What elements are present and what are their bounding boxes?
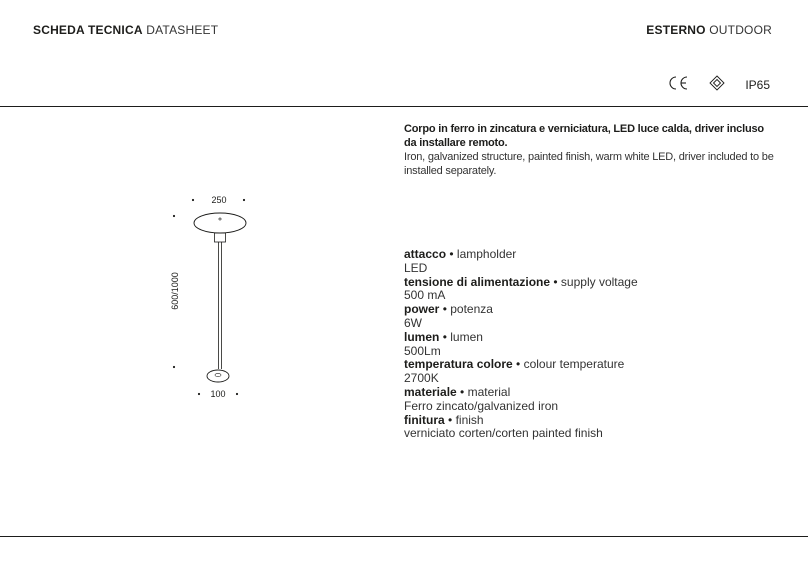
product-description [404,122,776,178]
width-dimension-label: 250 [211,195,227,205]
spec-value: LED [404,260,428,275]
spec-separator: • [516,357,521,372]
spec-item [404,276,784,304]
spec-label-english: supply voltage [560,274,638,289]
spec-label: power [404,302,440,317]
spec-value: 2700K [404,371,439,386]
technical-drawing [160,185,270,400]
top-divider [0,106,808,107]
description-italian: Corpo in ferro in zincatura e verniciatura, LED luce calda, driver incluso da installare remoto. [404,123,764,149]
spec-item [404,358,784,386]
spec-separator: • [449,247,454,261]
base-dimension-label: 100 [210,389,226,399]
spec-label: lumen [404,329,440,344]
certification-row [667,75,770,95]
spec-list [404,248,784,441]
spec-label: tensione di alimentazione [404,274,551,289]
ce-mark-icon [667,75,689,95]
description-english: Iron, galvanized structure, painted finish, warm white LED, driver included to be installed separately. [404,151,774,177]
header-category [646,23,772,37]
height-dimension-label: 600/1000 [170,272,180,310]
spec-label-english: material [467,384,511,399]
spec-value: 500Lm [404,343,441,358]
spec-separator: • [460,384,465,399]
spec-label-english: lumen [450,329,483,344]
spec-label: temperatura colore [404,357,513,372]
spec-separator: • [442,329,447,344]
spec-separator: • [442,302,447,317]
header-title [33,23,218,37]
spec-item [404,331,784,359]
bottom-divider [0,536,808,537]
spec-item [404,386,784,414]
spec-label-english: lampholder [456,247,517,261]
spec-label: finitura [404,412,445,427]
spec-value: 6W [404,315,422,330]
ip-rating: IP65 [745,78,770,92]
double-insulation-icon [709,75,725,96]
spec-label: materiale [404,384,457,399]
header-category-english: OUTDOOR [709,23,772,37]
spec-separator: • [448,412,453,427]
spec-item [404,303,784,331]
spec-item [404,414,784,442]
header-title-english: DATASHEET [146,23,219,37]
header-category-italian: ESTERNO [646,23,706,37]
spec-label-english: finish [455,412,484,427]
spec-item [404,248,784,276]
spec-label: attacco [404,247,447,261]
spec-label-english: colour temperature [523,357,625,372]
spec-label-english: potenza [450,302,493,317]
spec-value: verniciato corten/corten painted finish [404,426,603,441]
spec-value: Ferro zincato/galvanized iron [404,398,559,413]
spec-value: 500 mA [404,288,446,303]
spec-separator: • [553,274,558,289]
header-title-italian: SCHEDA TECNICA [33,23,143,37]
